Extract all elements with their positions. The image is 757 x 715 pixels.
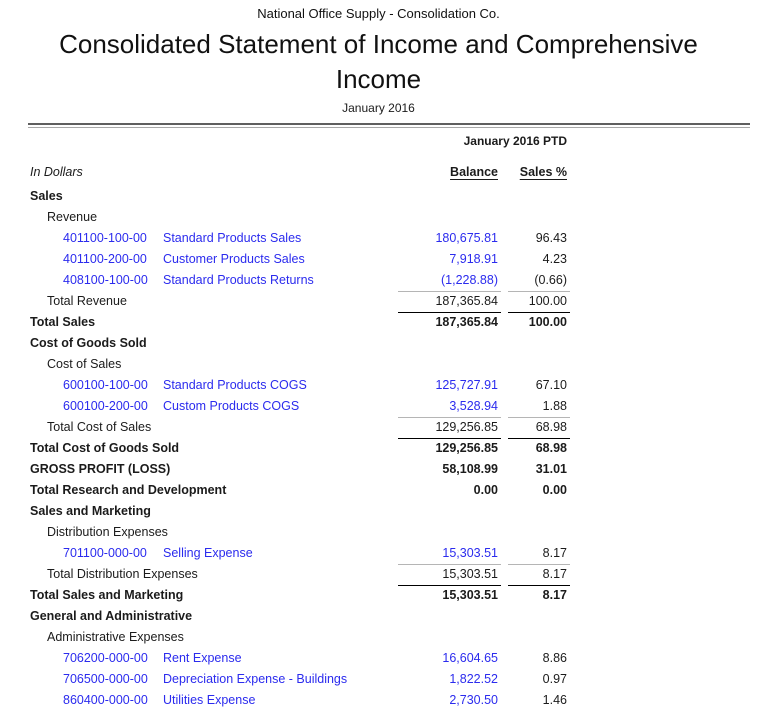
subsection-label: Revenue [47, 210, 98, 224]
account-balance-link[interactable]: 1,822.52 [449, 672, 498, 686]
section-sales-pct [498, 501, 567, 522]
subtotal-label: Total Distribution Expenses [47, 567, 198, 581]
account-desc-link[interactable]: Customer Products Sales [163, 252, 305, 266]
report-header [0, 0, 757, 115]
account-balance-link[interactable]: 7,918.91 [449, 252, 498, 266]
account-label [28, 270, 398, 291]
account-balance-link[interactable]: 2,730.50 [449, 693, 498, 707]
section-label: Cost of Goods Sold [30, 336, 147, 350]
total-row [28, 459, 567, 480]
account-code-link[interactable]: 600100-100-00 [63, 378, 148, 392]
total-sales-pct: 0.00 [542, 483, 567, 497]
account-balance-link[interactable]: (1,228.88) [441, 273, 498, 287]
section-row [28, 501, 567, 522]
account-row [28, 375, 567, 396]
account-label [28, 543, 398, 564]
subsection-label: Administrative Expenses [47, 630, 184, 644]
report-title: Consolidated Statement of Income and Comprehensive Income [59, 29, 698, 94]
account-balance-link[interactable]: 180,675.81 [435, 231, 498, 245]
subtotal-balance: 129,256.85 [398, 417, 498, 438]
account-label [28, 396, 398, 417]
company-name: National Office Supply - Consolidation Co. [257, 6, 500, 21]
subtotal-label: Total Revenue [47, 294, 127, 308]
period-column-group-header: January 2016 PTD [463, 134, 567, 148]
subsection-sales-pct [498, 627, 567, 648]
subtotal-label: Total Cost of Sales [47, 420, 152, 434]
total-balance: 187,365.84 [398, 312, 498, 333]
total-row [28, 480, 567, 501]
subsection-balance [398, 627, 498, 648]
subtotal-row [28, 417, 567, 438]
subsection-row [28, 354, 567, 375]
account-sales-pct: 67.10 [535, 378, 567, 392]
report-period: January 2016 [342, 101, 415, 115]
account-code-link[interactable]: 408100-100-00 [63, 273, 148, 287]
account-sales-pct: 4.23 [542, 252, 567, 266]
subsection-balance [398, 522, 498, 543]
section-sales-pct [498, 606, 567, 627]
account-row [28, 648, 567, 669]
total-sales-pct: 100.00 [498, 312, 567, 333]
subtotal-sales-pct: 8.17 [498, 564, 567, 585]
account-desc-link[interactable]: Rent Expense [163, 651, 242, 665]
account-sales-pct: 8.86 [542, 651, 567, 665]
subtotal-sales-pct: 100.00 [498, 291, 567, 312]
total-label: Total Research and Development [30, 483, 227, 497]
account-desc-link[interactable]: Standard Products Sales [163, 231, 302, 245]
total-label: GROSS PROFIT (LOSS) [30, 462, 171, 476]
subsection-sales-pct [498, 522, 567, 543]
section-label: General and Administrative [30, 609, 193, 623]
header-divider [28, 123, 750, 128]
subsection-sales-pct [498, 354, 567, 375]
account-code-link[interactable]: 401100-100-00 [63, 231, 147, 245]
account-row [28, 396, 567, 417]
account-code-link[interactable]: 860400-000-00 [63, 693, 148, 707]
account-label [28, 228, 398, 249]
account-sales-pct: 0.97 [542, 672, 567, 686]
section-balance [398, 501, 498, 522]
account-row [28, 228, 567, 249]
total-sales-pct: 31.01 [535, 462, 567, 476]
section-label: Sales and Marketing [30, 504, 151, 518]
account-sales-pct: 1.88 [542, 399, 567, 413]
total-row [28, 312, 567, 333]
section-balance [398, 186, 498, 207]
section-balance [398, 606, 498, 627]
balance-column-header: Balance [450, 165, 498, 179]
subsection-balance [398, 354, 498, 375]
account-balance-link[interactable]: 16,604.65 [442, 651, 498, 665]
subtotal-sales-pct: 68.98 [498, 417, 567, 438]
total-balance: 15,303.51 [398, 585, 498, 606]
account-desc-link[interactable]: Standard Products COGS [163, 378, 307, 392]
subsection-row [28, 522, 567, 543]
column-header-row [28, 164, 567, 180]
subtotal-balance: 15,303.51 [398, 564, 498, 585]
account-desc-link[interactable]: Utilities Expense [163, 693, 256, 707]
subsection-label: Distribution Expenses [47, 525, 168, 539]
subsection-row [28, 627, 567, 648]
subsection-sales-pct [498, 207, 567, 228]
account-row [28, 669, 567, 690]
total-sales-pct: 8.17 [498, 585, 567, 606]
account-desc-link[interactable]: Selling Expense [163, 546, 253, 560]
total-label: Total Sales and Marketing [30, 588, 184, 602]
account-row [28, 270, 567, 291]
account-code-link[interactable]: 701100-000-00 [63, 546, 147, 560]
section-balance [398, 333, 498, 354]
account-balance-link[interactable]: 125,727.91 [435, 378, 498, 392]
account-sales-pct: 8.17 [542, 546, 567, 560]
section-row [28, 606, 567, 627]
account-desc-link[interactable]: Depreciation Expense - Buildings [163, 672, 348, 686]
total-balance: 0.00 [473, 483, 498, 497]
section-row [28, 333, 567, 354]
account-balance-link[interactable]: 3,528.94 [449, 399, 498, 413]
sales-pct-column-header: Sales % [519, 165, 567, 179]
subtotal-row [28, 564, 567, 585]
subsection-label: Cost of Sales [47, 357, 122, 371]
section-sales-pct [498, 333, 567, 354]
total-row [28, 438, 567, 459]
account-balance-link[interactable]: 15,303.51 [442, 546, 498, 560]
total-sales-pct: 68.98 [498, 438, 567, 459]
account-sales-pct: (0.66) [534, 273, 567, 287]
account-row [28, 249, 567, 270]
subsection-balance [398, 207, 498, 228]
account-desc-link[interactable]: Standard Products Returns [163, 273, 314, 287]
account-label [28, 690, 398, 711]
section-sales-pct [498, 186, 567, 207]
total-balance: 129,256.85 [398, 438, 498, 459]
account-code-link[interactable]: 401100-200-00 [63, 252, 147, 266]
account-label [28, 375, 398, 396]
account-row [28, 543, 567, 564]
subsection-row [28, 207, 567, 228]
account-row [28, 690, 567, 711]
account-desc-link[interactable]: Custom Products COGS [163, 399, 300, 413]
total-label: Total Sales [30, 315, 96, 329]
account-label [28, 669, 398, 690]
account-label [28, 648, 398, 669]
subtotal-row [28, 291, 567, 312]
subtotal-balance: 187,365.84 [398, 291, 498, 312]
account-sales-pct: 96.43 [535, 231, 567, 245]
total-label: Total Cost of Goods Sold [30, 441, 180, 455]
section-row [28, 186, 567, 207]
account-code-link[interactable]: 706500-000-00 [63, 672, 148, 686]
account-label [28, 249, 398, 270]
account-sales-pct: 1.46 [542, 693, 567, 707]
section-label: Sales [30, 189, 63, 203]
account-code-link[interactable]: 600100-200-00 [63, 399, 148, 413]
account-code-link[interactable]: 706200-000-00 [63, 651, 148, 665]
total-balance: 58,108.99 [442, 462, 498, 476]
units-label: In Dollars [30, 165, 83, 179]
report-body [0, 186, 757, 711]
total-row [28, 585, 567, 606]
